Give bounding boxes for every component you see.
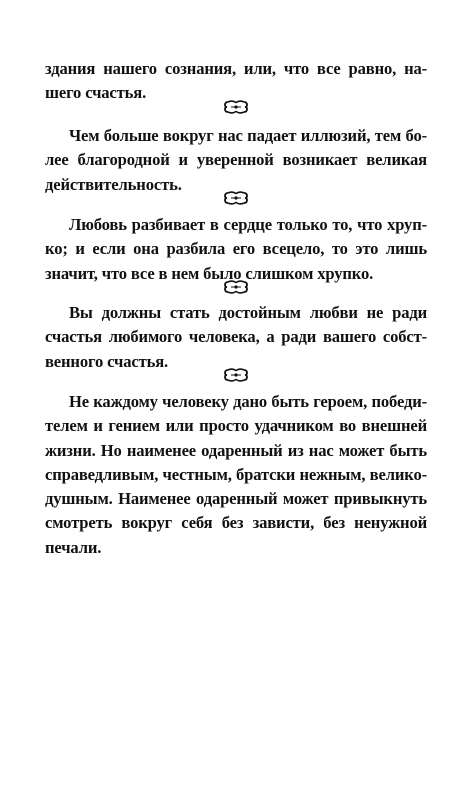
text-line: шего счастья. <box>45 83 147 103</box>
ornament-icon <box>224 368 248 382</box>
text-line: Любовь разбивает в сердце только то, что хруп- <box>69 215 427 234</box>
text-line: Не каждому человеку дано быть героем, победи- <box>69 392 427 411</box>
paragraph-1 <box>45 57 427 106</box>
text-line: справедливым, честным, братски нежным, велико- <box>45 464 427 484</box>
paragraph-2 <box>45 124 427 197</box>
text-line: смотреть вокруг себя без зависти, без ненужной <box>45 513 427 533</box>
ornament-icon <box>224 191 248 205</box>
paragraph-4 <box>45 301 427 374</box>
text-line: венного счастья. <box>45 351 169 371</box>
text-line: жизни. Но наименее одаренный из нас может быть <box>45 440 427 460</box>
text-line: здания нашего сознания, или, что все равно, на- <box>45 59 427 78</box>
text-line: телем и гением или просто удачником во внешней <box>45 416 427 436</box>
paragraph-3 <box>45 213 427 286</box>
text-line: значит, что все в нем было слишком хрупко. <box>45 263 374 283</box>
text-line: действительность. <box>45 174 182 194</box>
text-line: печали. <box>45 537 102 557</box>
text-line: ко; и если она разбила его всецело, то это лишь <box>45 239 427 259</box>
text-line: Чем больше вокруг нас падает иллюзий, тем бо- <box>69 126 427 145</box>
ornament-icon <box>224 280 248 294</box>
text-line: счастья любимого человека, а ради вашего собст- <box>45 327 427 347</box>
ornament-icon <box>224 100 248 114</box>
text-line: Вы должны стать достойным любви не ради <box>69 303 427 322</box>
text-line: душным. Наименее одаренный может привыкнуть <box>45 489 427 509</box>
text-line: лее благородной и уверенной возникает великая <box>45 150 427 170</box>
paragraph-5 <box>45 390 427 560</box>
